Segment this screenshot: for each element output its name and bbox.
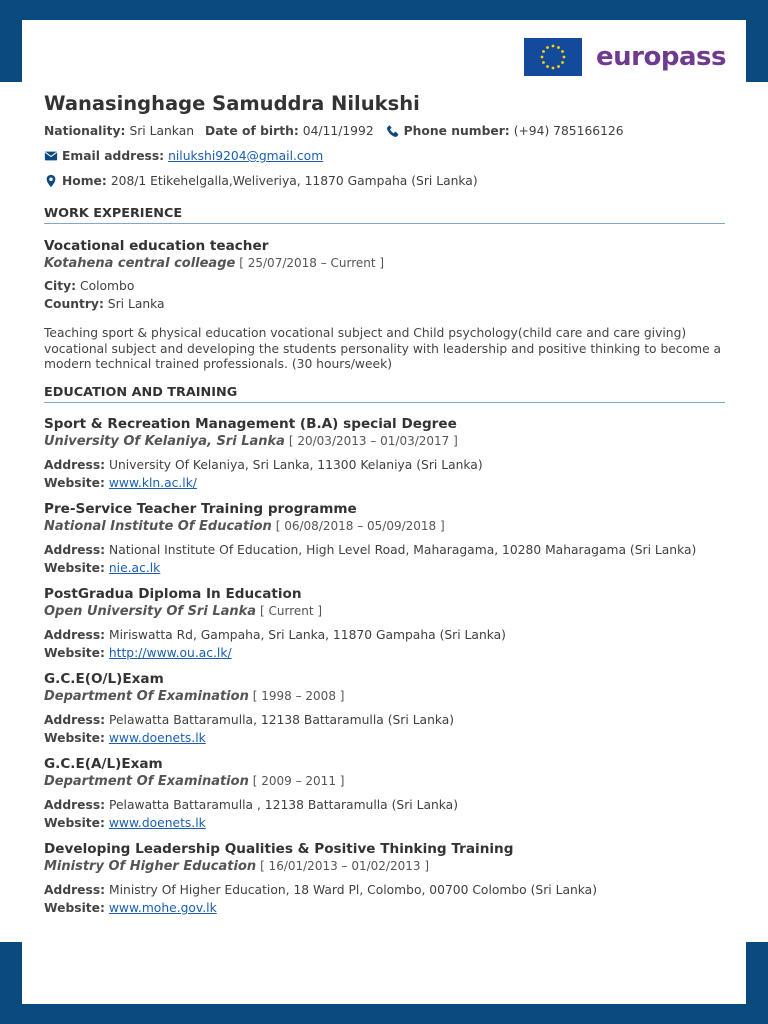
work-org: Kotahena central colleage <box>44 256 236 271</box>
europass-logo <box>524 38 726 76</box>
frame-bottom-right-corner <box>746 942 768 1024</box>
work-entry <box>44 238 725 373</box>
website-label: Website: <box>44 900 105 915</box>
location-pin-icon <box>44 174 58 188</box>
education-entry <box>44 841 725 916</box>
education-website-link[interactable]: www.doenets.lk <box>108 815 206 830</box>
work-date: [ 25/07/2018 – Current ] <box>239 256 385 270</box>
city-label: City: <box>44 279 77 293</box>
website-label: Website: <box>44 560 105 575</box>
address-label: Address: <box>44 542 106 557</box>
education-website-link[interactable]: www.kln.ac.lk/ <box>108 475 197 490</box>
education-entry <box>44 756 725 831</box>
education-title: Sport & Recreation Management (B.A) special Degree <box>44 415 457 432</box>
education-entry <box>44 501 725 576</box>
education-address: Pelawatta Battaramulla, 12138 Battaramulla (Sri Lanka) <box>109 712 455 727</box>
address-label: Address: <box>44 457 106 472</box>
education-entry <box>44 416 725 491</box>
eu-star <box>542 61 545 64</box>
website-label: Website: <box>44 645 105 660</box>
nationality-value: Sri Lankan <box>129 124 195 138</box>
website-label: Website: <box>44 730 105 745</box>
frame-bottom-bar <box>0 1004 768 1024</box>
eu-star <box>546 46 549 49</box>
education-title: Pre-Service Teacher Training programme <box>44 500 357 517</box>
eu-flag-icon <box>524 38 582 76</box>
education-website-link[interactable]: nie.ac.lk <box>108 560 161 575</box>
website-label: Website: <box>44 475 105 490</box>
education-entry <box>44 586 725 661</box>
email-icon <box>44 149 58 163</box>
work-description: Teaching sport & physical education vocational subject and Child psychology(child care and care giving) vocational subject and developing the students personality with leadership and positive thinking to become a modern technical trained professionals. (30 hours/week) <box>44 326 722 371</box>
education-address: Pelawatta Battaramulla , 12138 Battaramulla (Sri Lanka) <box>109 797 459 812</box>
website-label: Website: <box>44 815 105 830</box>
education-website-link[interactable]: http://www.ou.ac.lk/ <box>108 645 232 660</box>
education-date: [ Current ] <box>259 603 323 618</box>
city-value: Colombo <box>79 279 135 293</box>
email-label: Email address: <box>62 149 165 163</box>
eu-star <box>561 50 564 53</box>
frame-top-bar <box>0 0 768 20</box>
education-org: Department Of Examination <box>44 688 249 704</box>
education-org: Open University Of Sri Lanka <box>44 603 257 619</box>
person-name: Wanasinghage Samuddra Nilukshi <box>44 92 420 115</box>
education-org: Department Of Examination <box>44 773 249 789</box>
eu-star <box>552 45 555 48</box>
education-org: National Institute Of Education <box>44 518 272 534</box>
work-experience-heading: WORK EXPERIENCE <box>44 206 725 224</box>
personal-info-row <box>44 123 725 139</box>
frame-right-corner <box>746 0 768 82</box>
education-title: G.C.E(O/L)Exam <box>44 670 164 687</box>
eu-star <box>542 50 545 53</box>
phone-value: (+94) 785166126 <box>513 124 624 138</box>
education-date: [ 20/03/2013 – 01/03/2017 ] <box>288 433 458 448</box>
address-label: Address: <box>44 797 106 812</box>
email-link[interactable]: nilukshi9204@gmail.com <box>168 149 324 163</box>
education-website-link[interactable]: www.mohe.gov.lk <box>108 900 217 915</box>
address-label: Address: <box>44 882 106 897</box>
frame-bottom-left-corner <box>0 942 22 1024</box>
dob-label: Date of birth: <box>205 124 299 138</box>
education-website-link[interactable]: www.doenets.lk <box>108 730 206 745</box>
education-address: Miriswatta Rd, Gampaha, Sri Lanka, 11870 Gampaha (Sri Lanka) <box>109 627 506 642</box>
education-date: [ 16/01/2013 – 01/02/2013 ] <box>260 858 430 873</box>
education-org: Ministry Of Higher Education <box>44 858 257 874</box>
eu-star <box>546 65 549 68</box>
nationality-label: Nationality: <box>44 124 126 138</box>
education-entry <box>44 671 725 746</box>
education-list <box>44 416 725 916</box>
eu-star <box>557 65 560 68</box>
education-date: [ 2009 – 2011 ] <box>252 773 345 788</box>
education-date: [ 06/08/2018 – 05/09/2018 ] <box>275 518 445 533</box>
dob-value: 04/11/1992 <box>302 124 374 138</box>
eu-star <box>557 46 560 49</box>
address-label: Address: <box>44 627 106 642</box>
country-value: Sri Lanka <box>107 297 165 311</box>
education-title: Developing Leadership Qualities & Positive Thinking Training <box>44 840 514 857</box>
phone-icon <box>386 124 400 138</box>
education-address: Ministry Of Higher Education, 18 Ward Pl, Colombo, 00700 Colombo (Sri Lanka) <box>109 882 598 897</box>
education-address: National Institute Of Education, High Level Road, Maharagama, 10280 Maharagama (Sri Lanka) <box>109 542 697 557</box>
education-heading: EDUCATION AND TRAINING <box>44 385 725 403</box>
home-label: Home: <box>62 174 107 188</box>
education-title: G.C.E(A/L)Exam <box>44 755 163 772</box>
email-row <box>44 148 725 164</box>
phone-label: Phone number: <box>403 124 510 138</box>
home-row <box>44 173 725 189</box>
eu-star <box>563 56 566 59</box>
work-title: Vocational education teacher <box>44 238 269 254</box>
address-label: Address: <box>44 712 106 727</box>
cv-content <box>44 92 725 916</box>
frame-left-corner <box>0 0 22 82</box>
education-title: PostGradua Diploma In Education <box>44 585 302 602</box>
education-date: [ 1998 – 2008 ] <box>252 688 345 703</box>
eu-star <box>561 61 564 64</box>
eu-star <box>552 67 555 70</box>
education-address: University Of Kelaniya, Sri Lanka, 11300 Kelaniya (Sri Lanka) <box>109 457 483 472</box>
country-label: Country: <box>44 297 104 311</box>
home-value: 208/1 Etikehelgalla,Weliveriya, 11870 Gampaha (Sri Lanka) <box>110 174 478 188</box>
europass-logo-text: europass <box>596 42 726 72</box>
education-org: University Of Kelaniya, Sri Lanka <box>44 433 285 449</box>
eu-star <box>541 56 544 59</box>
